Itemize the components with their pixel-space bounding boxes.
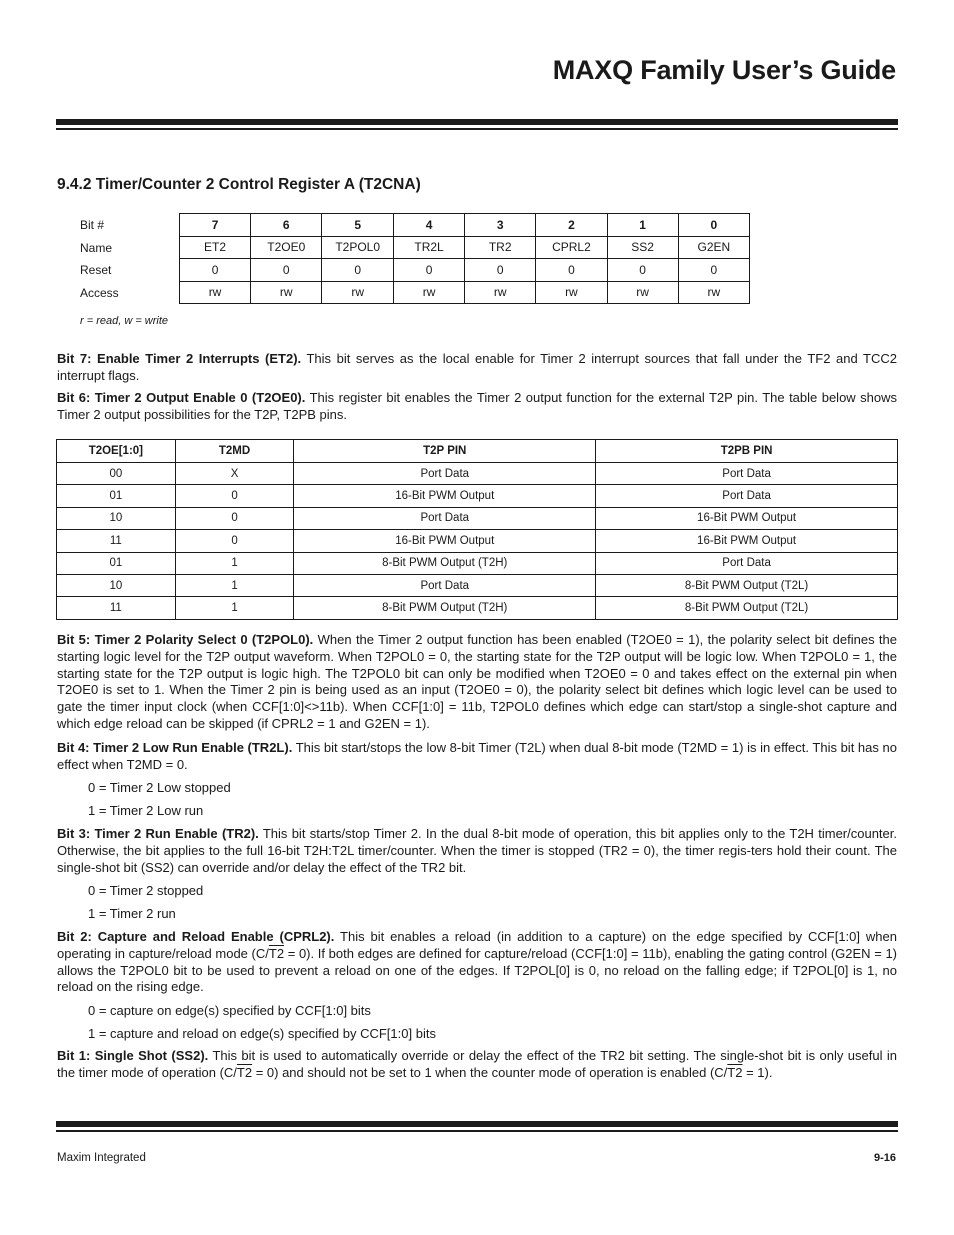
- table-cell: 16-Bit PWM Output: [294, 485, 596, 507]
- name-cell: G2EN: [678, 236, 749, 259]
- name-cell: TR2: [465, 236, 536, 259]
- bit-cell: 3: [465, 214, 536, 237]
- t2-overline: T2: [727, 1064, 743, 1080]
- bit5-description: [57, 632, 897, 733]
- register-table: [179, 213, 750, 304]
- access-cell: rw: [465, 281, 536, 304]
- register-reset-row: [180, 259, 750, 282]
- register-row-labels: [80, 214, 170, 304]
- bit2-text-a: This bit enables a reload (in addition to a capture) on the edge specified by CCF[1:0] when operating in capture/reload mode (C/: [57, 929, 897, 961]
- bit6-heading: Bit 6: Timer 2 Output Enable 0 (T2OE0).: [57, 390, 306, 405]
- bit-cell: 2: [536, 214, 607, 237]
- table-cell: Port Data: [294, 463, 596, 485]
- table-cell: 10: [57, 507, 176, 529]
- header-rule-thin: [56, 128, 898, 130]
- table-row: [57, 463, 898, 485]
- bit4-option-0: 0 = Timer 2 Low stopped: [88, 780, 231, 795]
- access-cell: rw: [536, 281, 607, 304]
- bit2-option-1: 1 = capture and reload on edge(s) specified by CCF[1:0] bits: [88, 1026, 436, 1041]
- reset-cell: 0: [536, 259, 607, 282]
- bit7-heading: Bit 7: Enable Timer 2 Interrupts (ET2).: [57, 351, 302, 366]
- table-row: [57, 552, 898, 574]
- column-header: T2P PIN: [294, 440, 596, 463]
- name-cell: T2OE0: [251, 236, 322, 259]
- table-cell: 00: [57, 463, 176, 485]
- header-rule-thick: [56, 119, 898, 125]
- bit3-description: [57, 826, 897, 876]
- table-cell: 16-Bit PWM Output: [294, 530, 596, 552]
- access-cell: rw: [251, 281, 322, 304]
- access-cell: rw: [678, 281, 749, 304]
- bit3-option-1: 1 = Timer 2 run: [88, 906, 176, 921]
- name-cell: ET2: [180, 236, 251, 259]
- access-cell: rw: [393, 281, 464, 304]
- bit7-text: This bit serves as the local enable for Timer 2 interrupt sources that fall under the TF2 and TCC2 interrupt flags.: [57, 351, 897, 383]
- row-label-reset: Reset: [80, 263, 112, 277]
- table-cell: X: [175, 463, 294, 485]
- register-bit-row: [180, 214, 750, 237]
- table-row: [57, 597, 898, 619]
- table-cell: 8-Bit PWM Output (T2L): [596, 597, 898, 619]
- name-cell: SS2: [607, 236, 678, 259]
- table-cell: 0: [175, 485, 294, 507]
- reset-cell: 0: [465, 259, 536, 282]
- table-cell: 11: [57, 597, 176, 619]
- bit2-heading: Bit 2: Capture and Reload Enable (CPRL2).: [57, 929, 335, 944]
- bit-cell: 7: [180, 214, 251, 237]
- bit3-heading: Bit 3: Timer 2 Run Enable (TR2).: [57, 826, 259, 841]
- bit1-description: [57, 1048, 897, 1082]
- bit-cell: 6: [251, 214, 322, 237]
- bit6-text: This register bit enables the Timer 2 output function for the external T2P pin. The table below shows Timer 2 output possibilities for the T2P, T2PB pins.: [57, 390, 897, 422]
- access-legend: r = read, w = write: [80, 315, 169, 327]
- timer2-output-table: [56, 439, 898, 620]
- bit-cell: 1: [607, 214, 678, 237]
- register-access-row: [180, 281, 750, 304]
- access-cell: rw: [322, 281, 394, 304]
- page-number: 9-16: [873, 1152, 896, 1164]
- table-cell: 10: [57, 574, 176, 596]
- table-cell: 8-Bit PWM Output (T2L): [596, 574, 898, 596]
- bit-cell: 0: [678, 214, 749, 237]
- table-header-row: [57, 440, 898, 463]
- reset-cell: 0: [251, 259, 322, 282]
- column-header: T2PB PIN: [596, 440, 898, 463]
- bit2-option-0: 0 = capture on edge(s) specified by CCF[1:0] bits: [88, 1003, 371, 1018]
- table-cell: 01: [57, 552, 176, 574]
- column-header: T2OE[1:0]: [57, 440, 176, 463]
- reset-cell: 0: [180, 259, 251, 282]
- bit2-text-b: = 0). If both edges are defined for capture/reload (CCF[1:0] = 11b), enabling the gating control (G2EN = 1) allows the T2POL0 bit to be used to prevent a reload on one of the edges. If T2POL[0] is 0, no reload on the falling edge; if T2POL[0] is 1, no reload on the rising edge.: [57, 945, 897, 995]
- name-cell: CPRL2: [536, 236, 607, 259]
- section-title: 9.4.2 Timer/Counter 2 Control Register A (T2CNA): [57, 176, 421, 193]
- access-cell: rw: [607, 281, 678, 304]
- table-cell: 11: [57, 530, 176, 552]
- row-label-access: Access: [80, 285, 119, 300]
- table-cell: 16-Bit PWM Output: [596, 530, 898, 552]
- column-header: T2MD: [175, 440, 294, 463]
- bit4-heading: Bit 4: Timer 2 Low Run Enable (TR2L).: [57, 740, 293, 755]
- footer-rule-thin: [56, 1130, 898, 1132]
- name-cell: TR2L: [393, 236, 464, 259]
- footer-company: Maxim Integrated: [57, 1152, 146, 1164]
- table-cell: Port Data: [294, 574, 596, 596]
- bit7-description: [57, 351, 897, 385]
- page-title: MAXQ Family User’s Guide: [552, 55, 896, 85]
- reset-cell: 0: [607, 259, 678, 282]
- reset-cell: 0: [393, 259, 464, 282]
- table-cell: Port Data: [596, 552, 898, 574]
- t2-overline: T2: [236, 1064, 253, 1080]
- bit5-text: When the Timer 2 output function has been enabled (T2OE0 = 1), the polarity select bit defines the starting logic level for the T2P output waveform. When T2POL0 = 0, the starting state for the T2P output will be logic low. When T2POL0 = 1, the starting state for the T2P output is logic high. The T2POL0 bit can only be modified when T2OE0 = 0 and takes effect on the external pin when T2OE0 is set to 1. When the Timer 2 pin is being used as an input (T2OE0 = 0), the polarity select bit defines which logic level can be used to gate the timer input clock (when CCF[1:0]<>11b). When CCF[1:0] = 11b, T2POL0 defines which edge can start/stop a single-shot capture and which edge reload can be skipped (if CPRL2 = 1 and G2EN = 1).: [57, 632, 897, 731]
- access-cell: rw: [180, 281, 251, 304]
- table-cell: Port Data: [294, 507, 596, 529]
- table-row: [57, 574, 898, 596]
- footer-rule-thick: [56, 1121, 898, 1127]
- name-cell: T2POL0: [322, 236, 394, 259]
- table-cell: 0: [175, 530, 294, 552]
- bit3-option-0: 0 = Timer 2 stopped: [88, 883, 204, 898]
- table-cell: 0: [175, 507, 294, 529]
- table-cell: Port Data: [596, 463, 898, 485]
- bit6-description: [57, 390, 897, 424]
- table-cell: 8-Bit PWM Output (T2H): [294, 552, 596, 574]
- table-row: [57, 530, 898, 552]
- bit1-text-a: This bit is used to automatically override or delay the effect of the TR2 bit setting. The single-shot bit is only useful in the timer mode of operation (C/: [57, 1048, 897, 1080]
- table-cell: 8-Bit PWM Output (T2H): [294, 597, 596, 619]
- table-row: [57, 485, 898, 507]
- reset-cell: 0: [678, 259, 749, 282]
- table-cell: 1: [175, 552, 294, 574]
- bit5-heading: Bit 5: Timer 2 Polarity Select 0 (T2POL0).: [57, 632, 314, 647]
- table-cell: 1: [175, 597, 294, 619]
- table-cell: 16-Bit PWM Output: [596, 507, 898, 529]
- table-cell: 01: [57, 485, 176, 507]
- t2-overline: T2: [268, 945, 285, 961]
- bit1-text-b: = 0) and should not be set to 1 when the counter mode of operation is enabled (C/: [252, 1064, 728, 1080]
- bit3-text: This bit starts/stop Timer 2. In the dual 8-bit mode of operation, this bit applies only to the T2H timer/counter. Otherwise, the bit applies to the full 16-bit T2H:T2L timer/counter. When the timer is stopped (TR2 = 0), the timer regis-ters hold their count. The single-shot bit (SS2) can override and/or delay the effect of the TR2 bit.: [57, 826, 897, 875]
- bit2-description: [57, 929, 897, 996]
- table-cell: Port Data: [596, 485, 898, 507]
- bit1-heading: Bit 1: Single Shot (SS2).: [57, 1048, 209, 1063]
- bit4-description: [57, 740, 897, 774]
- bit1-text-c: = 1).: [742, 1064, 773, 1080]
- row-label-name: Name: [80, 240, 113, 255]
- register-name-row: [180, 236, 750, 259]
- row-label-bit: Bit #: [80, 218, 105, 232]
- reset-cell: 0: [322, 259, 394, 282]
- table-row: [57, 507, 898, 529]
- bit4-text: This bit start/stops the low 8-bit Timer (T2L) when dual 8-bit mode (T2MD = 1) is in effect. This bit has no effect when T2MD = 0.: [57, 740, 897, 772]
- bit-cell: 4: [393, 214, 464, 237]
- bit-cell: 5: [322, 214, 394, 237]
- table-cell: 1: [175, 574, 294, 596]
- bit4-option-1: 1 = Timer 2 Low run: [88, 803, 204, 818]
